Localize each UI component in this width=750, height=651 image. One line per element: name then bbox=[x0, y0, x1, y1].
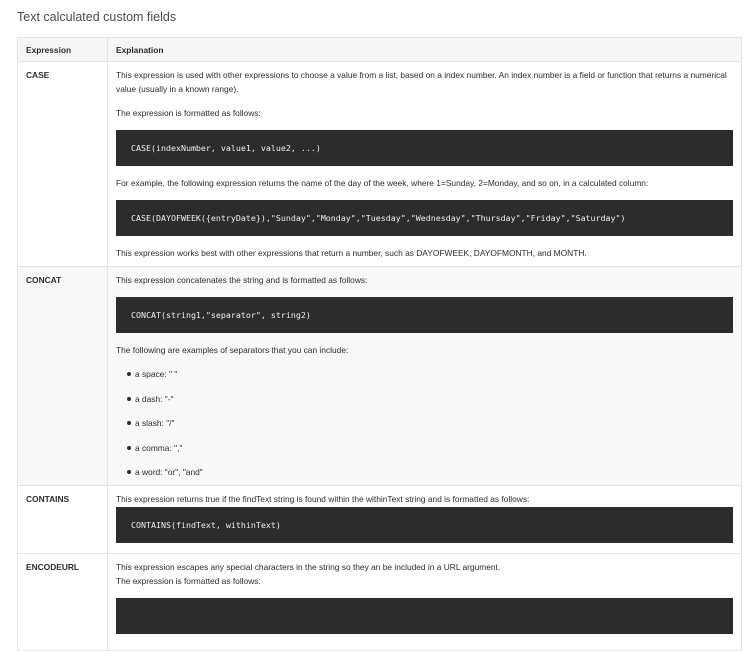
list-item-text: a space: " " bbox=[135, 369, 178, 379]
expression-explanation bbox=[108, 486, 742, 554]
list-item bbox=[116, 465, 733, 479]
table-header-row bbox=[18, 38, 742, 62]
expression-explanation bbox=[108, 62, 742, 267]
table-row bbox=[18, 554, 742, 651]
code-block: CASE(indexNumber, value1, value2, ...) bbox=[116, 130, 733, 166]
expression-name: CASE bbox=[18, 62, 108, 267]
explanation-text: This expression escapes any special characters in the string so they an be included in a URL argument. bbox=[116, 562, 501, 572]
bullet-icon bbox=[127, 470, 131, 474]
explanation-text: This expression is used with other expressions to choose a value from a list, based on a index number. An index number is a field or function that returns a numerical value (usually in a known range). bbox=[116, 70, 727, 94]
page-title: Text calculated custom fields bbox=[17, 10, 177, 24]
bullet-icon bbox=[127, 372, 131, 376]
code-block: CONCAT(string1,"separator", string2) bbox=[116, 297, 733, 333]
list-item bbox=[116, 416, 733, 441]
column-header-expression: Expression bbox=[18, 38, 108, 62]
list-item-text: a slash: "/" bbox=[135, 418, 175, 428]
list-item-text: a word: "or", "and" bbox=[135, 467, 203, 477]
column-header-explanation: Explanation bbox=[108, 38, 742, 62]
list-item bbox=[116, 441, 733, 466]
explanation-text: The expression is formatted as follows: bbox=[116, 108, 261, 118]
list-item bbox=[116, 367, 733, 392]
expression-explanation bbox=[108, 554, 742, 651]
explanation-text: This expression returns true if the findText string is found within the withinText string and is formatted as follows: bbox=[116, 494, 530, 504]
explanation-text: The expression is formatted as follows: bbox=[116, 576, 261, 586]
expressions-table bbox=[17, 37, 742, 651]
table-row bbox=[18, 267, 742, 486]
expression-name: ENCODEURL bbox=[18, 554, 108, 651]
list-item bbox=[116, 392, 733, 417]
table-row bbox=[18, 486, 742, 554]
explanation-text: For example, the following expression returns the name of the day of the week, where 1=Sunday, 2=Monday, and so on, in a calculated column: bbox=[116, 178, 649, 188]
code-block: CASE(DAYOFWEEK({entryDate}),"Sunday","Monday","Tuesday","Wednesday","Thursday","Friday","Saturday") bbox=[116, 200, 733, 236]
list-item-text: a dash: "-" bbox=[135, 393, 174, 404]
expression-name: CONTAINS bbox=[18, 486, 108, 554]
separator-list bbox=[116, 367, 733, 479]
expression-name: CONCAT bbox=[18, 267, 108, 486]
code-block: CONTAINS(findText, withinText) bbox=[116, 507, 733, 543]
explanation-text: This expression concatenates the string and is formatted as follows: bbox=[116, 275, 368, 285]
table-row bbox=[18, 62, 742, 267]
bullet-icon bbox=[127, 397, 131, 401]
list-item-text: a comma: "," bbox=[135, 442, 183, 453]
explanation-text: This expression works best with other expressions that return a number, such as DAYOFWEEK, DAYOFMONTH, and MONTH. bbox=[116, 248, 587, 258]
bullet-icon bbox=[127, 421, 131, 425]
bullet-icon bbox=[127, 446, 131, 450]
expression-explanation bbox=[108, 267, 742, 486]
explanation-text: The following are examples of separators that you can include: bbox=[116, 345, 349, 355]
code-block bbox=[116, 598, 733, 634]
